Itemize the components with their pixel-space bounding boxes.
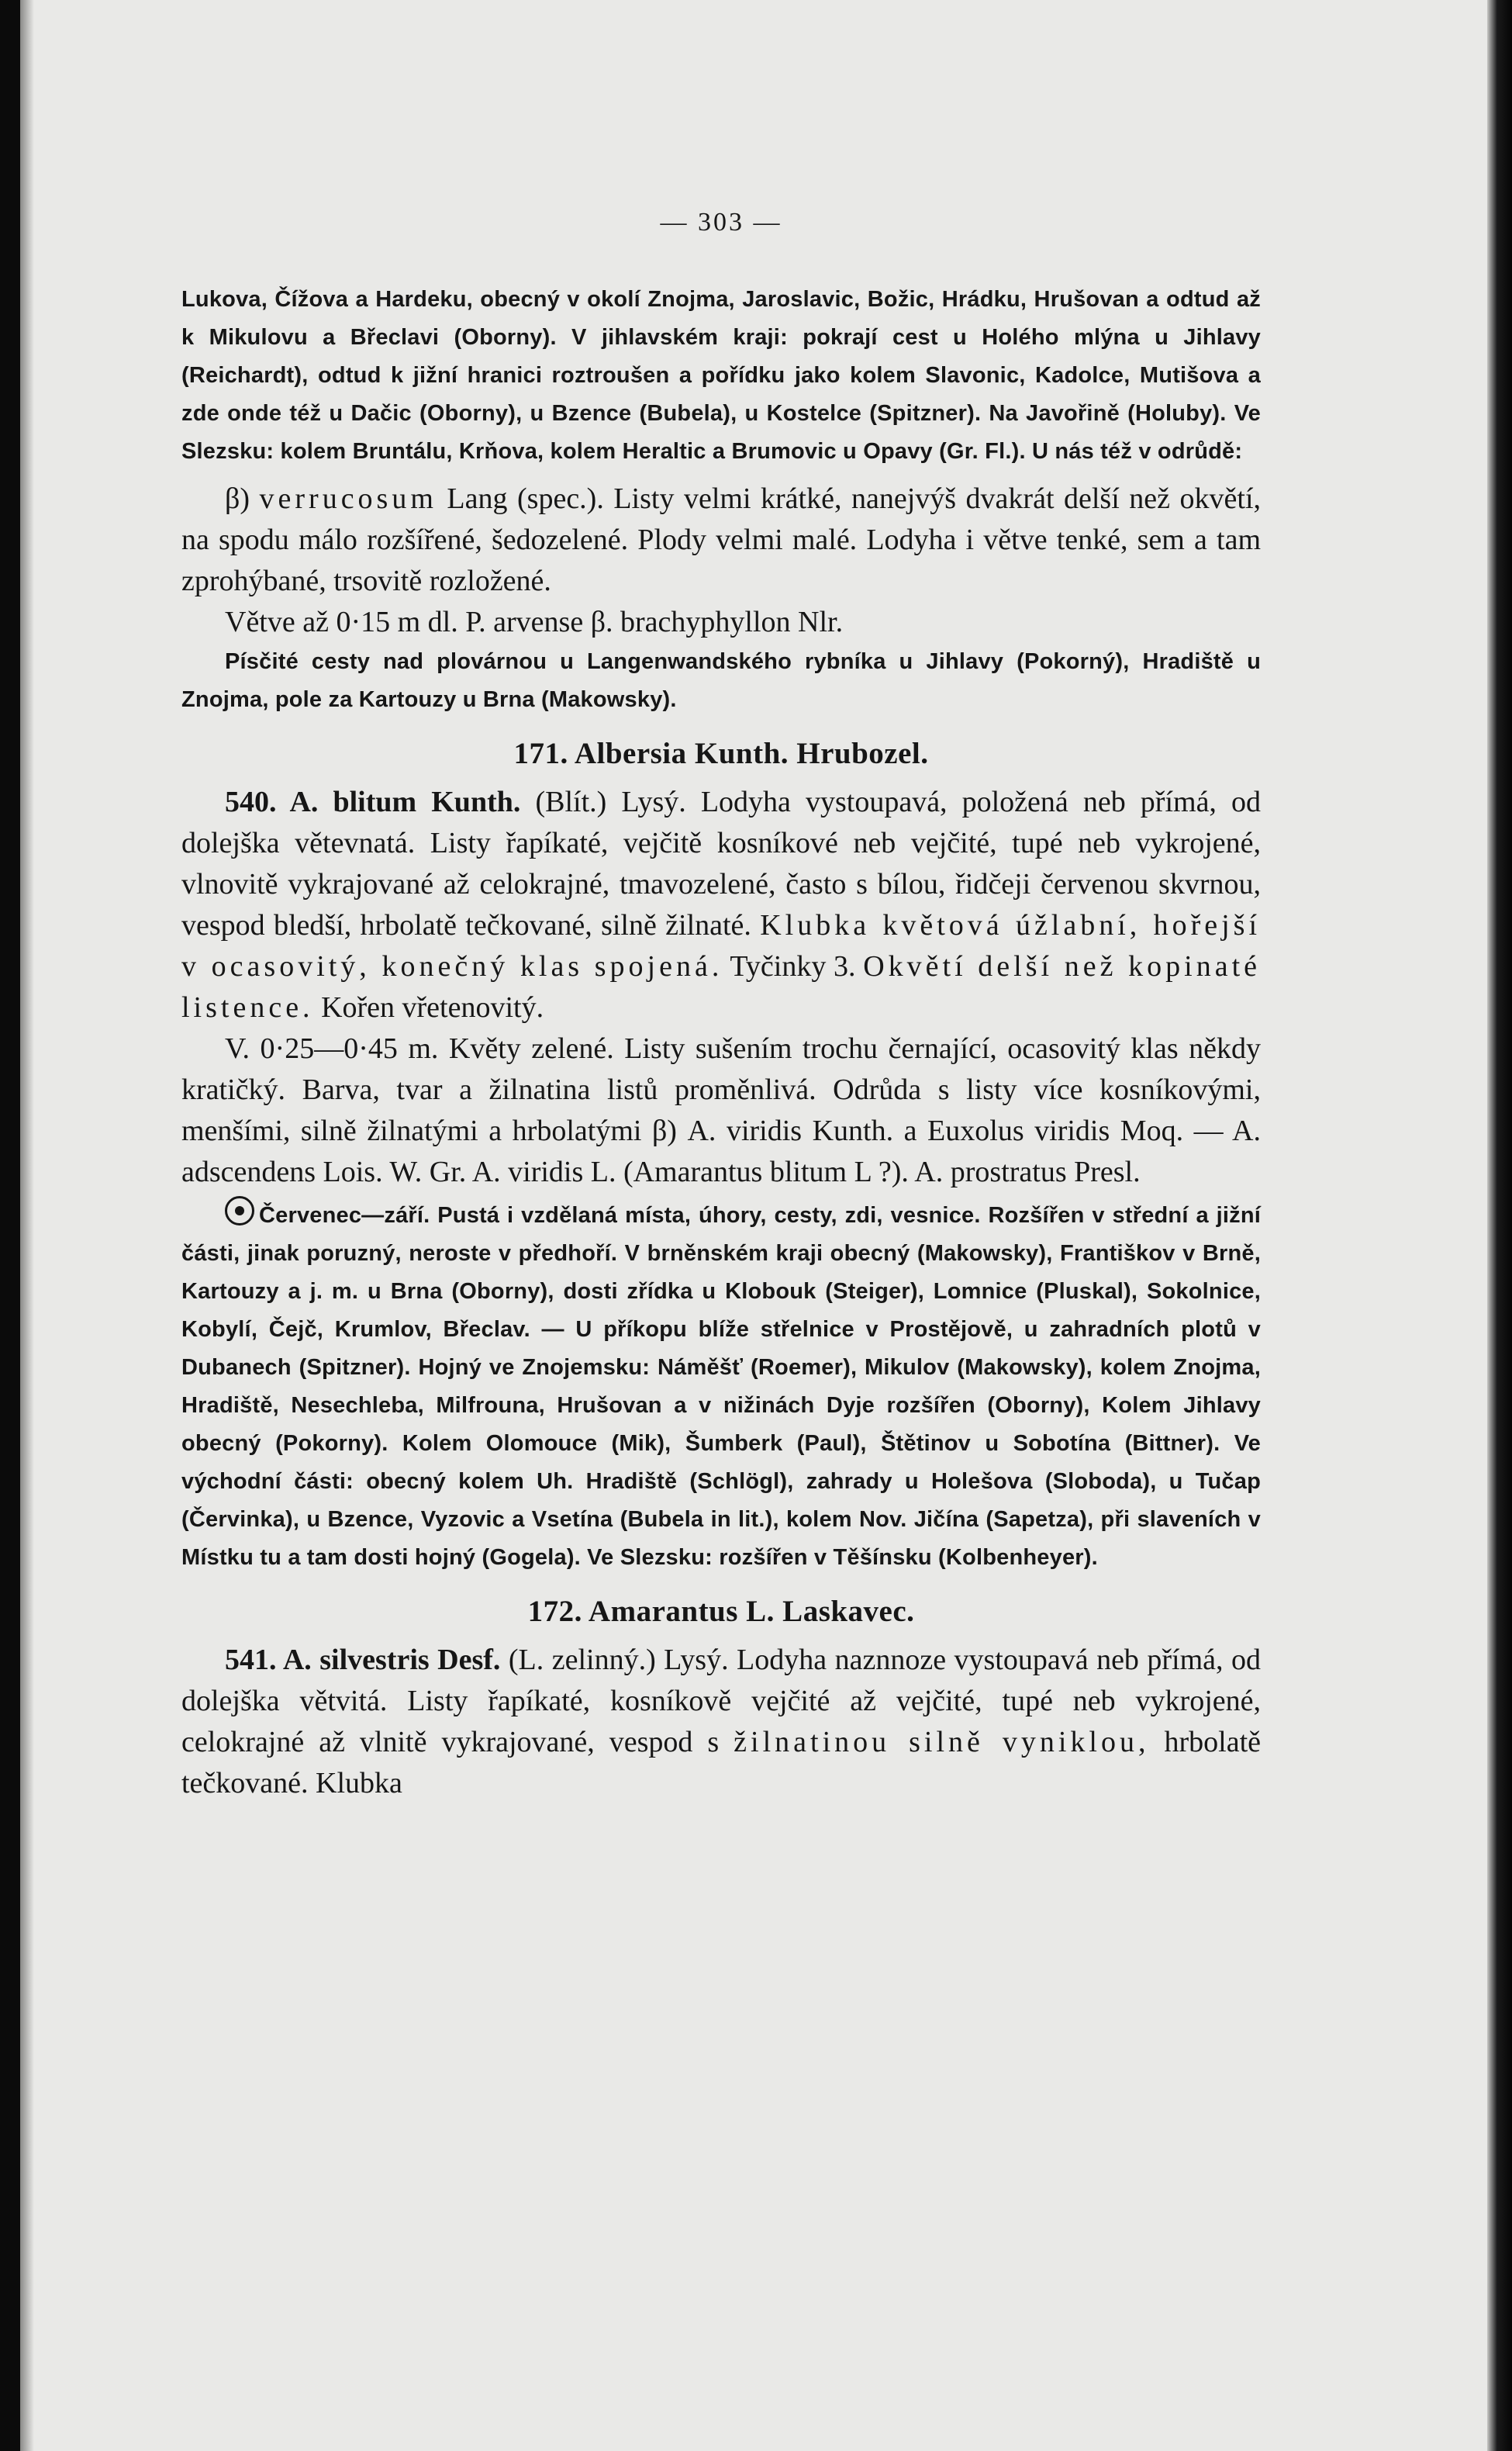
species-541-spaced: žilnatinou silně vyniklou, <box>734 1726 1150 1758</box>
book-page <box>181 208 1261 1804</box>
variety-beta-measure: Větve až 0·15 m dl. P. arvense β. brachyphyllon Nlr. <box>225 606 844 638</box>
species-540-measure: V. 0·25—0·45 m. Květy zelené. Listy sušením trochu černající, ocasovitý klas někdy kratičký. Barva, tvar a žilnatina listů proměnlivá. Odrůda s listy více kosníkovými, menšími, silně žilnatými a hrbolatými β) A. viridis Kunth. a Euxolus viridis Moq. — A. adscendens Lois. W. Gr. A. viridis L. (Amarantus blitum L ?). A. prostratus Presl. <box>181 1032 1261 1188</box>
genus-heading-172: 172. Amarantus L. Laskavec. <box>527 1595 915 1628</box>
variety-beta-text: Lang (spec.). Listy velmi krátké, nanejvýš dvakrát delší než okvětí, na spodu málo rozšířené, šedozelené. Plody velmi malé. Lodyha i větve tenké, sem a tam zprohýbané, trsovitě rozložené. <box>181 482 1262 597</box>
scan-edge-shadow <box>20 0 34 2451</box>
species-540-spaced2: Okvětí delší než kopinaté listence. <box>181 950 1261 1024</box>
species-541-name: 541. A. silvestris Desf. <box>225 1644 501 1676</box>
species-540-text3: Kořen vřetenovitý. <box>321 991 544 1024</box>
variety-beta-label: β) <box>225 482 250 515</box>
species-541 <box>181 1640 1261 1804</box>
locality-paragraph-1: Lukova, Čížova a Hardeku, obecný v okolí Znojma, Jaroslavic, Božic, Hrádku, Hrušovan a odtud až k Mikulovu a Břeclavi (Oborny). V jihlavském kraji: pokrají cest u Holého mlýna u Jihlavy (Reichardt), odtud k jižní hranici roztroušen a pořídku jako kolem Slavonic, Kadolce, Mutišova a zde onde též u Dačic (Oborny), u Bzence (Bubela), u Kostelce (Spitzner). Na Javořině (Holuby). Ve Slezsku: kolem Bruntálu, Krňova, kolem Heraltic a Brumovic u Opavy (Gr. Fl.). U nás též v odrůdě: <box>181 287 1261 464</box>
species-540-spaced1: Klubka květová úžlabní, hořejší v ocasovitý, konečný klas spojená. <box>181 909 1262 983</box>
variety-beta <box>181 479 1261 643</box>
locality-paragraph-2: Písčité cesty nad plovárnou u Langenwandského rybníka u Jihlavy (Pokorný), Hradiště u Znojma, pole za Kartouzy u Brna (Makowsky). <box>181 649 1261 712</box>
annual-symbol-icon <box>225 1196 254 1226</box>
species-541-text2: hrbolatě tečkované. Klubka <box>181 1726 1261 1799</box>
species-541-text1: (L. zelinný.) Lysý. Lodyha naznnoze vystoupavá neb přímá, od dolejška větvitá. Listy řapíkaté, kosníkově vejčité až vejčité, tupé neb vykrojené, celokrajné až vlnitě vykrajované, vespod s <box>181 1644 1261 1758</box>
species-540 <box>181 782 1261 1193</box>
locality-paragraph-3-text: Červenec—září. Pustá i vzdělaná místa, úhory, cesty, zdi, vesnice. Rozšířen v střední a jižní části, jinak poruzný, neroste v předhoří. V brněnském kraji obecný (Makowsky), Františkov v Brně, Kartouzy a j. m. u Brna (Oborny), dosti zřídka u Klobouk (Steiger), Lomnice (Pluskal), Sokolnice, Kobylí, Čejč, Krumlov, Břeclav. — U příkopu blíže střelnice v Prostějově, u zahradních plotů v Dubanech (Spitzner). Hojný ve Znojemsku: Náměšť (Roemer), Mikulov (Makowsky), kolem Znojma, Hradiště, Nesechleba, Milfrouna, Hrušovan a v nižinách Dyje rozšířen (Oborny), Kolem Jihlavy obecný (Pokorny). Kolem Olomouce (Mik), Šumberk (Paul), Štětinov u Sobotína (Bittner). Ve východní části: obecný kolem Uh. Hradiště (Schlögl), zahrady u Holešova (Sloboda), u Tučap (Červinka), u Bzence, Vyzovic a Vsetína (Bubela in lit.), kolem Nov. Jičína (Sapetza), při slaveních v Místku tu a tam dosti hojný (Gogela). Ve Slezsku: rozšířen v Těšínsku (Kolbenheyer). <box>181 1203 1261 1570</box>
species-540-name: 540. A. blitum Kunth. <box>225 786 521 818</box>
page-number: — 303 — <box>660 208 782 237</box>
locality-paragraph-3 <box>181 1196 1261 1577</box>
scan-edge-right <box>1487 0 1512 2451</box>
variety-beta-name: verrucosum <box>259 482 437 515</box>
species-540-text2: Tyčinky 3. <box>730 950 856 983</box>
species-540-text1: (Blít.) Lysý. Lodyha vystoupavá, položená neb přímá, od dolejška větevnatá. Listy řapíkaté, vejčitě kosníkové neb vejčité, tupé neb vykrojené, vlnovitě vykrajované až celokrajné, tmavozelené, často s bílou, řidčeji červenou skvrnou, vespod bledší, hrbolatě tečkované, silně žilnaté. <box>181 786 1262 942</box>
scan-edge-left <box>0 0 20 2451</box>
genus-heading-171: 171. Albersia Kunth. Hrubozel. <box>513 737 929 770</box>
